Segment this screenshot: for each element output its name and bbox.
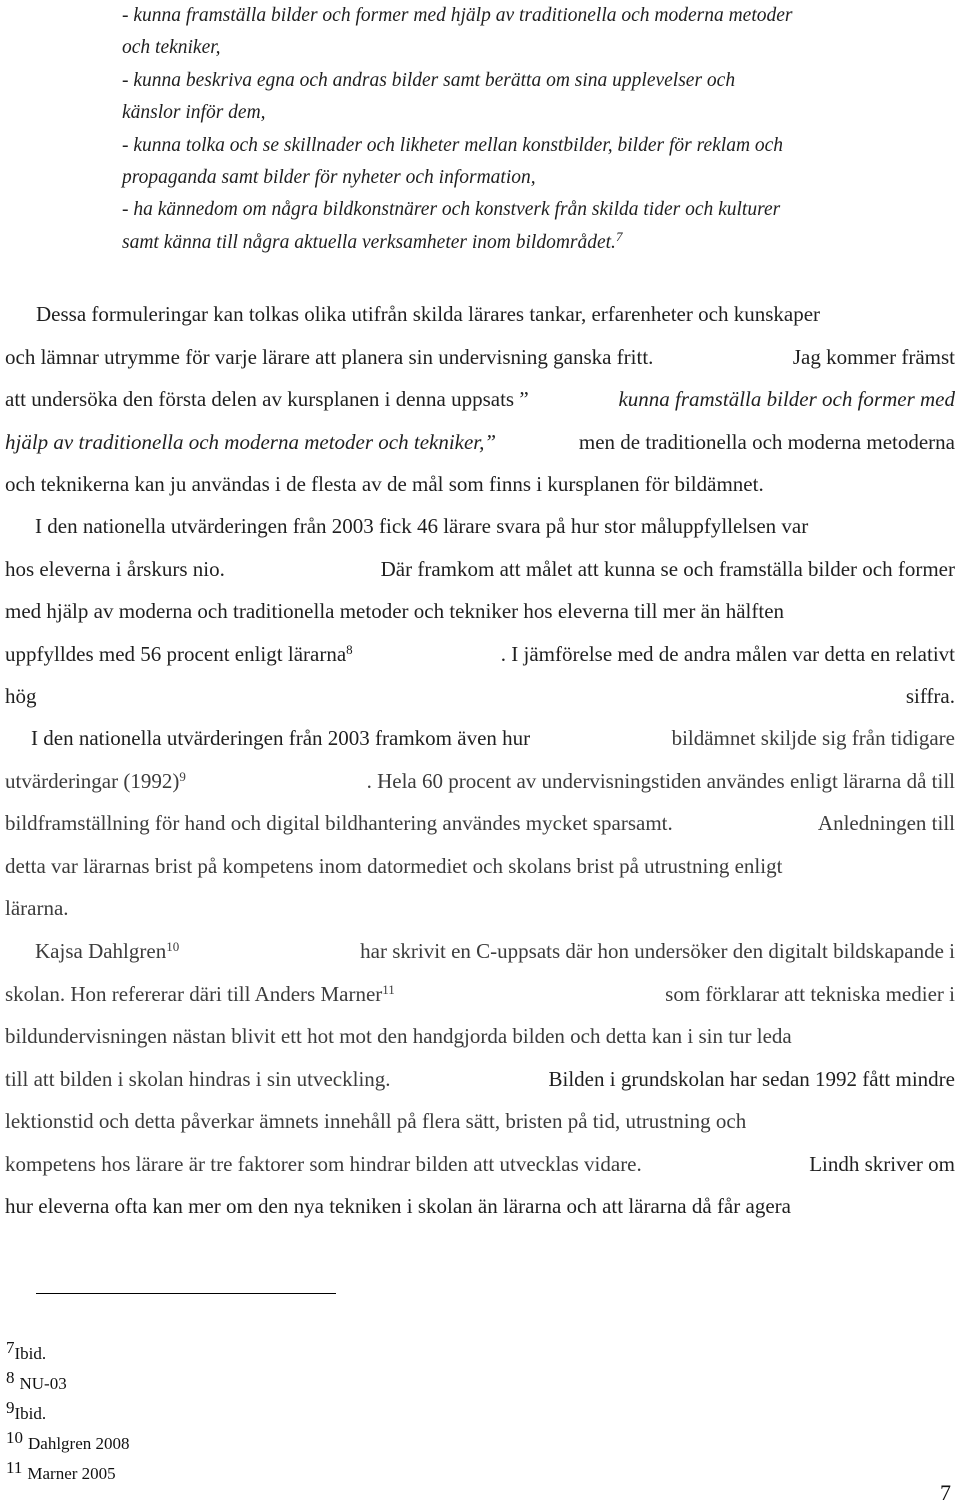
text-run: kunna framställa bilder och former med [618, 387, 955, 411]
quote-line: propaganda samt bilder för nyheter och information, [122, 167, 536, 189]
footnote-text: NU-03 [19, 1374, 67, 1393]
text-run: lektionstid och detta påverkar ämnets innehåll på flera sätt, bristen på tid, utrustning och [5, 1109, 747, 1133]
paragraph-line [5, 675, 955, 718]
paragraph-1 [5, 293, 955, 506]
text-run: Anledningen till [817, 811, 955, 835]
paragraph-line [5, 421, 955, 464]
paragraph-3 [5, 717, 955, 930]
footnote-ref: 10 [166, 939, 180, 954]
text-run: till att bilden i skolan hindras i sin utveckling. [5, 1066, 391, 1091]
footnote-ref: 8 [346, 641, 353, 657]
text-run: att undersöka den första delen av kursplanen i denna uppsats ” [5, 387, 529, 411]
text-run-part: skolan. Hon refererar däri till Anders Marner [5, 981, 383, 1006]
text-run: bildframställning för hand och digital bildhantering användes mycket sparsamt. [5, 811, 673, 835]
footnote-ref: 9 [179, 768, 186, 784]
text-run: hur eleverna ofta kan mer om den nya tekniken i skolan än lärarna och att lärarna då får agera [5, 1194, 791, 1218]
paragraph-line [5, 590, 955, 633]
footnote-text: Ibid. [14, 1404, 47, 1423]
paragraph-line [5, 505, 955, 548]
text-run: I den nationella utvärderingen från 2003 framkom även hur [31, 726, 531, 750]
text-run: hög [5, 684, 37, 708]
text-run: . Hela 60 procent av undervisningstiden användes enligt lärarna då till [366, 768, 955, 793]
text-run: siffra. [905, 684, 955, 708]
text-run: hos eleverna i årskurs nio. [5, 556, 225, 581]
footnote-number: 8 [6, 1368, 15, 1387]
footnote [6, 1398, 47, 1424]
text-run-part: uppfylldes med 56 procent enligt lärarna [5, 641, 347, 666]
footnote-text: Marner 2005 [27, 1464, 116, 1483]
paragraph-line [5, 717, 955, 760]
paragraph-2 [5, 505, 955, 718]
paragraph-line [5, 1143, 955, 1186]
text-run: men de traditionella och moderna metoderna [578, 429, 955, 454]
paragraph-line [5, 845, 955, 888]
paragraph-line [5, 548, 955, 591]
quote-line: känslor inför dem, [122, 102, 266, 124]
text-run: . I jämförelse med de andra målen var detta en relativt [500, 641, 955, 666]
paragraph-line [5, 293, 955, 336]
quote-line [122, 227, 912, 259]
paragraph-line [5, 973, 955, 1016]
paragraph-line [5, 336, 955, 379]
footnote [6, 1368, 67, 1394]
text-run: som förklarar att tekniska medier i [665, 981, 955, 1006]
paragraph-line [5, 633, 955, 676]
paragraph-line [5, 760, 955, 803]
text-run: I den nationella utvärderingen från 2003 fick 46 lärare svara på hur stor måluppfyllelsen var [35, 514, 809, 538]
text-run: Bilden i grundskolan har sedan 1992 fått mindre [548, 1066, 955, 1091]
text-run [35, 930, 179, 973]
text-run: bildundervisningen nästan blivit ett hot mot den handgjorda bilden och detta kan i sin tur leda [5, 1024, 792, 1048]
paragraph-4 [5, 930, 955, 1228]
text-run-part: utvärderingar (1992) [5, 768, 180, 793]
footnote-number: 10 [6, 1428, 23, 1447]
paragraph-line [5, 802, 955, 845]
text-run: Jag kommer främst [792, 344, 955, 369]
text-run: med hjälp av moderna och traditionella metoder och tekniker hos eleverna till mer än hälften [5, 599, 785, 623]
text-run: och lämnar utrymme för varje lärare att planera sin undervisning ganska fritt. [5, 344, 654, 369]
footnote-text: Dahlgren 2008 [28, 1434, 130, 1453]
page-number: 7 [940, 1480, 951, 1505]
quote-line: och tekniker, [122, 37, 221, 59]
footnote-number: 9 [6, 1398, 15, 1417]
text-run: har skrivit en C-uppsats där hon undersöker den digitalt bildskapande i [360, 939, 955, 963]
quote-line: - ha kännedom om några bildkonstnärer och konstverk från skilda tider och kulturer [122, 199, 781, 221]
quote-line: - kunna beskriva egna och andras bilder samt berätta om sina upplevelser och [122, 69, 736, 91]
text-run: Dessa formuleringar kan tolkas olika utifrån skilda lärares tankar, erfarenheter och kunskaper [36, 302, 821, 326]
paragraph-line [5, 1015, 955, 1058]
text-run [5, 633, 353, 676]
text-run [5, 760, 186, 803]
text-run [5, 973, 395, 1016]
text-run-part: Kajsa Dahlgren [35, 939, 167, 963]
text-run: lärarna. [5, 896, 69, 920]
paragraph-line [5, 887, 955, 930]
paragraph-line [5, 1185, 955, 1228]
footnote [6, 1458, 116, 1484]
text-run: kompetens hos lärare är tre faktorer som hindrar bilden att utvecklas vidare. [5, 1151, 642, 1176]
quote-line-text: samt känna till några aktuella verksamheter inom bildområdet. [122, 231, 616, 253]
text-run: detta var lärarnas brist på kompetens inom datormediet och skolans brist på utrustning enligt [5, 853, 783, 878]
paragraph-line [5, 930, 955, 973]
curriculum-quote [122, 0, 912, 259]
paragraph-line [5, 1100, 955, 1143]
text-run: och teknikerna kan ju användas i de flesta av de mål som finns i kursplanen för bildämnet. [5, 472, 764, 496]
footnote-number: 11 [6, 1458, 23, 1477]
footnote [6, 1338, 47, 1364]
text-run: bildämnet skiljde sig från tidigare [671, 726, 955, 750]
text-run: Lindh skriver om [809, 1151, 955, 1176]
text-run: Där framkom att målet att kunna se och framställa bilder och former [380, 556, 955, 581]
footnote-separator [36, 1293, 336, 1294]
footnote-ref: 7 [615, 228, 623, 244]
paragraph-line [5, 463, 955, 506]
text-run: hjälp av traditionella och moderna metoder och tekniker,” [5, 429, 497, 454]
footnote [6, 1428, 130, 1454]
quote-line: - kunna tolka och se skillnader och likheter mellan konstbilder, bilder för reklam och [122, 134, 784, 156]
paragraph-line [5, 1058, 955, 1101]
quote-line: - kunna framställa bilder och former med hjälp av traditionella och moderna metoder [122, 5, 793, 26]
footnote-ref: 11 [382, 981, 395, 997]
paragraph-line [5, 378, 955, 421]
footnote-number: 7 [6, 1338, 15, 1357]
footnote-text: Ibid. [14, 1344, 47, 1363]
